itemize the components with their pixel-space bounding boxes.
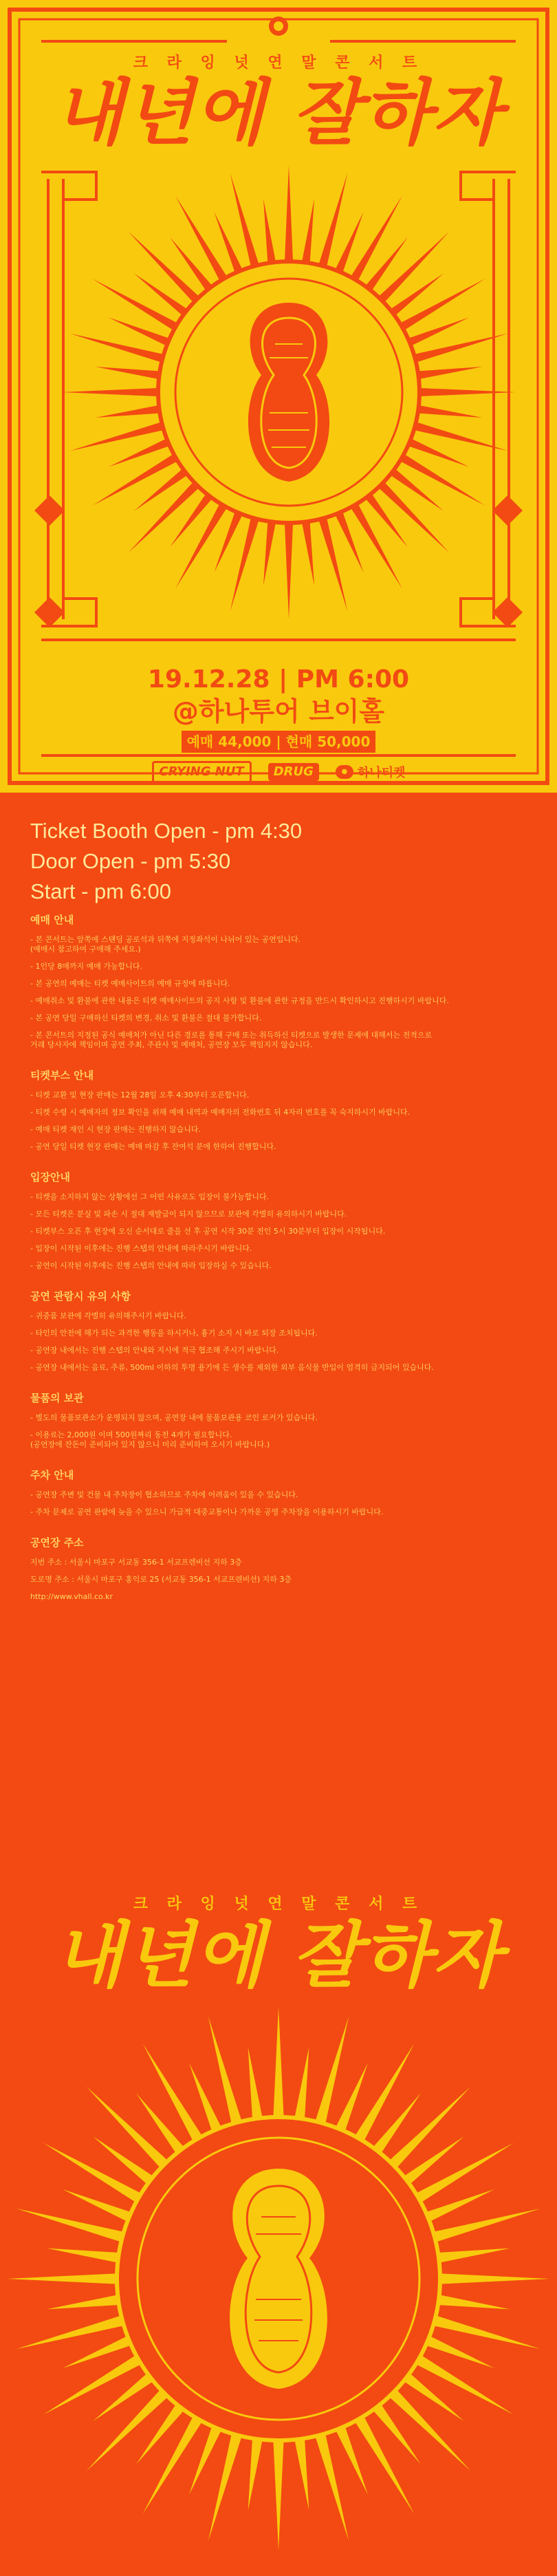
sun-ray [96,404,167,418]
door-open: Door Open - pm 5:30 [30,849,231,873]
list-item-text: - 티켓 수령 시 예매자의 정보 확인을 위해 예매 내역과 예매자의 전화번호 뒤 4자리 번호를 꼭 숙지하시기 바랍니다. [30,1108,411,1117]
list-item [30,1210,539,1219]
list-item [30,1346,539,1355]
list-item [30,1091,539,1100]
list-item-text: - 공연장 내에서는 진행 스텝의 안내와 지시에 적극 협조해 주시기 바랍니다. [30,1346,279,1355]
concert-date: 19.12.28 | PM 6:00 [147,665,410,694]
concert-info [0,793,557,1838]
list-item-note: 거래 당사자에 책임이며 공연 주최, 주관사 및 예매처, 공연장 모두 책임지지 않습니다. [30,1040,313,1049]
list-item [30,935,539,954]
poster-bottom-title: 내년에 잘하자 [54,1913,503,1997]
list-item-text: - 입장이 시작된 이후에는 진행 스텝의 안내에 따라주시기 바랍니다. [30,1244,252,1253]
address-section [30,1535,539,1602]
list-item-note: (예매시 참고하여 구매해 주세요.) [30,945,141,954]
sun-ray [410,2143,514,2207]
sponsor-logo-hanaticket [336,763,406,781]
list-item [30,1430,539,1450]
ticket-icon: ● [336,765,353,779]
poster-subtitle: 크 라 잉 넛 연 말 콘 서 트 [133,54,424,72]
list-item-text: - 공연이 시작된 이후에는 진행 스텝의 안내에 따라 입장하실 수 있습니다. [30,1261,272,1270]
sponsor-logo-crying-nut: CRYING NUT [152,761,252,783]
list-item-text: - 본 콘서트의 지정된 공식 예매처가 아닌 다른 경로를 통해 구매 또는 취득하신 티켓으로 발생한 문제에 대해서는 전적으로 [30,1031,433,1040]
start-time: Start - pm 6:00 [30,879,172,903]
sponsor-logo-drug: DRUG [268,763,319,781]
section-title: 티켓부스 안내 [30,1069,94,1082]
sun-ray [431,2248,510,2264]
list-item-text: - 타인의 안전에 해가 되는 과격한 행동을 하시거나, 흉기 소지 시 바로 퇴장 조치됩니다. [30,1329,318,1338]
sun-ray [301,199,314,270]
section-title: 주차 안내 [30,1469,74,1481]
sun-ray [394,279,485,334]
sun-ray [411,404,482,418]
sun-ray [263,514,277,586]
info-sections [30,912,539,1620]
list-item [30,1413,539,1423]
sun-ray [293,2047,309,2126]
section-list [30,1413,539,1450]
sun-ray [384,2087,470,2174]
sun-ray [351,2043,414,2147]
list-item-text: - 귀중품 보관에 각별히 유의해주시기 바랍니다. [30,1311,186,1320]
sun-ray [285,516,294,619]
venue-website-link[interactable]: http://www.vhall.co.kr [30,1592,113,1601]
list-item [30,1490,539,1500]
list-item [30,962,539,972]
section-list [30,1311,539,1373]
ticket-booth-open: Ticket Booth Open - pm 4:30 [30,819,303,843]
sun-ray [92,279,184,334]
list-item [30,996,539,1006]
list-item [30,1311,539,1321]
sun-ray [285,165,294,268]
ticket-price: 예매 44,000 | 현매 50,000 [182,731,375,753]
list-item-text: - 예매취소 및 환불에 관한 내용은 티켓 예매사이트의 공지 사항 및 환불에 관한 규정을 반드시 확인하시고 진행하시기 바랍니다. [30,996,449,1005]
list-item-text: - 공연장 내에서는 음료, 주류, 500ml 이하의 투명 용기에 든 생수를 제외한 외부 음식물 반입이 엄격히 금지되어 있습니다. [30,1363,434,1372]
concert-venue: @하나투어 브이홀 [172,696,385,727]
address-line: 지번 주소 : 서울시 마포구 서교동 356-1 서교프렌비선 지하 3층 [30,1558,242,1567]
sun-ray [43,2351,147,2414]
left-column-ornament [41,172,96,626]
sun-ray [47,2248,126,2264]
list-item-text: - 공연 당일 티켓 현장 판매는 예매 마감 후 잔여석 분에 한하여 진행합니다. [30,1142,276,1151]
list-item-text: - 본 공연 당일 구매하신 티켓의 변경, 취소 및 환불은 절대 불가합니다. [30,1013,262,1022]
list-item-text: - 본 콘서트는 앞쪽에 스탠딩 공로석과 뒤쪽에 지정좌석이 나뉘어 있는 공연입니다. [30,935,301,944]
list-item-text: - 본 공연의 예매는 티켓 예매사이트의 예매 규정에 따릅니다. [30,979,230,988]
sun-ray [143,2410,206,2514]
right-column-ornament [461,172,516,626]
sun-ray [347,195,402,287]
sun-ray [87,2384,173,2471]
list-item [30,1013,539,1023]
sun-ray [248,2047,264,2126]
list-item-text: - 1인당 8매까지 예매 가능합니다. [30,962,142,971]
section-title: 공연 관람시 유의 사항 [30,1290,131,1302]
list-item [30,1125,539,1135]
list-item [30,1244,539,1254]
list-item-note: (공연장에 잔돈이 준비되어 있지 않으니 미리 준비하여 오시기 바랍니다.) [30,1440,270,1449]
sun-ray [431,2293,510,2309]
sun-ray [87,2087,173,2174]
poster-bottom-subtitle: 크 라 잉 넛 연 말 콘 서 트 [133,1896,424,1913]
list-item [30,1507,539,1517]
hanaticket-label: 하나티켓 [357,766,406,780]
list-item [30,1108,539,1117]
sun-ray [96,367,167,380]
list-item-text: - 이용료는 2,000원 이며 500원짜리 동전 4개가 필요합니다. [30,1430,232,1439]
list-item-text: - 티켓부스 오픈 후 현장에 오신 순서대로 줄을 선 후 공연 시작 30분 전인 5시 30분부터 입장이 시작됩니다. [30,1227,386,1236]
list-item [30,1363,539,1373]
sun-ray [347,497,402,589]
sun-ray [62,388,165,397]
list-item [30,979,539,989]
address-line: 도로명 주소 : 서울시 마포구 홍익로 25 (서교동 356-1 서교프렌비선) 지하 3층 [30,1575,292,1584]
list-item-text: - 별도의 물품보관소가 운영되지 않으며, 공연장 내에 물품보관용 코인 로커가 있습니다. [30,1413,318,1422]
sun-ray [175,195,231,287]
info-section [30,912,539,1050]
sun-ray [413,388,516,397]
sun-ray [47,2293,126,2309]
list-item-text: - 공연장 주변 및 건물 내 주차장이 협소하므로 주차에 어려움이 있을 수 있습니다. [30,1490,298,1499]
sun-ornament-icon [269,17,288,36]
sun-ray [301,514,314,586]
list-item [30,1031,539,1050]
sun-ray [43,2143,147,2207]
sun-ray [273,2434,284,2551]
info-section [30,1170,539,1271]
list-item-text: - 티켓 교환 및 현장 판매는 12월 28일 오후 4:30부터 오픈합니다. [30,1091,250,1099]
list-item [30,1192,539,1202]
list-item [30,1227,539,1236]
list-item-text: - 예매 티켓 재인 시 현장 판매는 진행하지 않습니다. [30,1125,201,1134]
sun-ray [143,2043,206,2147]
sun-ray [92,450,184,506]
list-item [30,1329,539,1338]
sun-ray [433,2273,550,2284]
peanut-icon [230,2169,327,2389]
sun-ray [384,2384,470,2471]
section-title: 공연장 주소 [30,1536,84,1549]
info-section [30,1068,539,1152]
section-list [30,1490,539,1517]
sun-ray [293,2432,309,2511]
sun-ray [394,450,485,506]
concert-poster-bottom [0,1838,557,2576]
sun-ray [263,199,277,270]
list-item-text: - 모든 티켓은 분실 및 파손 시 절대 재발급이 되지 않으므로 보관에 각별히 유의하시기 바랍니다. [30,1210,347,1219]
info-section [30,1391,539,1450]
schedule-times [30,816,532,907]
section-title: 물품의 보관 [30,1392,84,1404]
sun-ray [7,2273,124,2284]
list-item [30,1142,539,1152]
section-title: 예매 안내 [30,914,74,926]
info-section [30,1468,539,1517]
list-item-text: - 주차 문제로 공연 관람에 늦을 수 있으니 가급적 대중교통이나 가까운 공영 주차장을 이용하시기 바랍니다. [30,1507,384,1516]
list-item [30,1261,539,1271]
section-list [30,1192,539,1271]
peanut-icon [248,303,329,482]
sun-ray [410,2351,514,2414]
poster-title: 내년에 잘하자 [54,71,503,155]
section-title: 입장안내 [30,1171,70,1183]
info-section [30,1289,539,1373]
sponsor-logos [0,760,557,784]
sun-ray [411,367,482,380]
sun-ray [248,2432,264,2511]
section-list [30,1091,539,1152]
sun-ray [273,2007,284,2124]
concert-poster [0,0,557,793]
sun-ray [175,497,231,589]
list-item-text: - 티켓을 소지하지 않는 상황에선 그 어떤 사유로도 입장이 불가능합니다. [30,1192,270,1201]
section-list [30,935,539,1050]
sun-ray [351,2410,414,2514]
